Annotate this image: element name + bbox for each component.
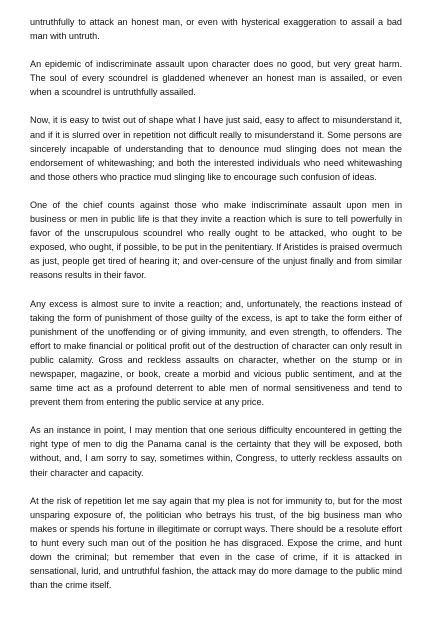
paragraph-6: As an instance in point, I may mention that one serious difficulty encountered in getting the right type of men to dig the Panama canal is the certainty that they will be exposed, both without, and, I am sorry to say, sometimes within, Congress, to utterly reckless assaults on their character and capacity. [30,425,402,478]
paragraph-3: Now, it is easy to twist out of shape what I have just said, easy to affect to misunderstand it, and if it is slurred over in repetition not difficult really to misunderstand it. Some persons are sincerely incapable of understanding that to denounce mud slinging does not mean the endorsement of whitewashing; and both the interested individuals who need whitewashing and those others who practice mud slinging like to encourage such confusion of ideas. [30,115,402,182]
paragraph-1: untruthfully to attack an honest man, or even with hysterical exaggeration to assail a bad man with untruth. [30,17,402,42]
paragraph-4: One of the chief counts against those who make indiscriminate assault upon men in business or men in public life is that they invite a reaction which is sure to tell powerfully in favor of the unscrupulous scoundrel who really ought to be attacked, who ought to be exposed, who ought, if possible, to be put in the penitentiary. If Aristides is praised overmuch as just, people get tired of hearing it; and over-censure of the unjust finally and from similar reasons results in their favor. [30,199,402,281]
paragraph-5: Any excess is almost sure to invite a reaction; and, unfortunately, the reactions instead of taking the form of punishment of those guilty of the excess, is apt to take the form either of punishment of the unoffending or of giving immunity, and even strength, to offenders. The effort to make financial or political profit out of the destruction of character can only result in public calamity. Gross and reckless assaults on character, whether on the stump or in newspaper, magazine, or book, create a morbid and vicious public sentiment, and at the same time act as a profound deterrent to able men of normal sensitiveness and tend to prevent them from entering the public service at any price. [30,298,402,408]
paragraph-2: An epidemic of indiscriminate assault upon character does no good, but very great harm. The soul of every scoundrel is gladdened whenever an honest man is assailed, or even when a scoundrel is untruthfully assailed. [30,59,402,98]
document-body [30,15,402,606]
paragraph-7: At the risk of repetition let me say again that my plea is not for immunity to, but for the most unsparing exposure of, the politician who betrays his trust, of the big business man who makes or spends his fortune in illegitimate or corrupt ways. There should be a resolute effort to hunt every such man out of the position he has disgraced. Expose the crime, and hunt down the criminal; but remember that even in the case of crime, if it is attacked in sensational, lurid, and untruthful fashion, the attack may do more damage to the public mind than the crime itself. [30,495,402,591]
